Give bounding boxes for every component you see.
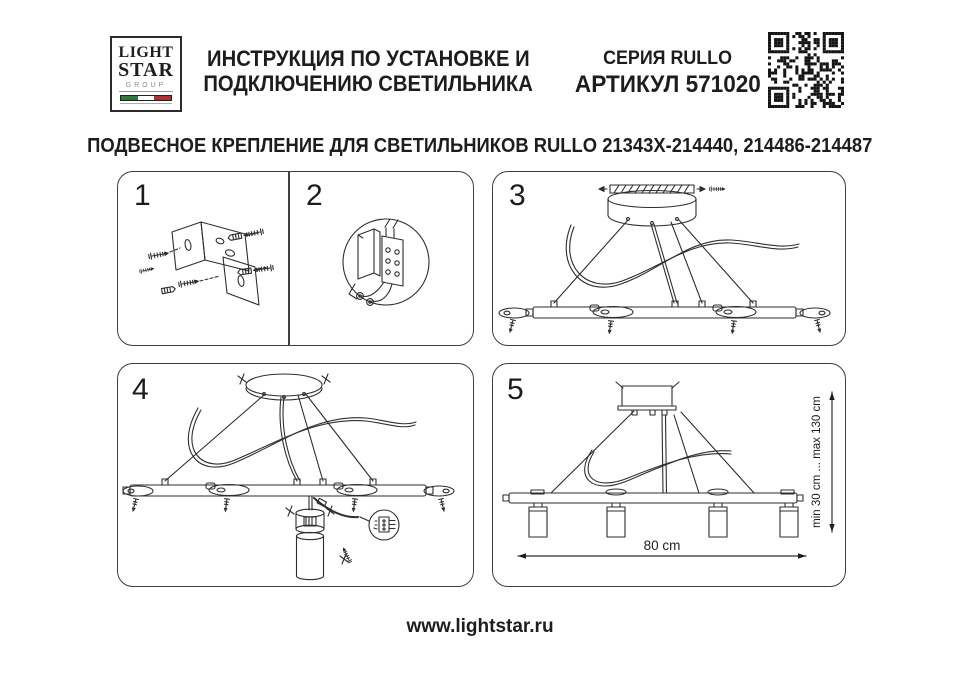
subtitle: ПОДВЕСНОЕ КРЕПЛЕНИЕ ДЛЯ СВЕТИЛЬНИКОВ RULLO 21343X-214440, 214486-214487 xyxy=(87,135,873,157)
logo-word-star: STAR xyxy=(118,59,174,81)
page-title-line2: ПОДКЛЮЧЕНИЮ СВЕТИЛЬНИКА xyxy=(203,71,533,96)
step-panel-1-2 xyxy=(117,171,474,346)
step-panel-5 xyxy=(492,363,846,587)
step-panel-4 xyxy=(117,363,474,587)
step-number-4: 4 xyxy=(132,373,149,406)
height-range-label: min 30 cm ... max 130 cm xyxy=(811,396,823,528)
logo-word-light: LIGHT xyxy=(118,44,174,61)
logo-word-group: GROUP xyxy=(119,82,173,92)
article-label: АРТИКУЛ 571020 xyxy=(574,71,761,98)
step4-drawing xyxy=(118,364,475,588)
width-dimension-label: 80 cm xyxy=(643,538,681,553)
series-label: СЕРИЯ RULLO xyxy=(603,48,732,69)
lightstar-logo xyxy=(110,36,182,112)
logo-underline xyxy=(120,103,172,104)
step-number-3: 3 xyxy=(509,179,526,212)
step5-drawing xyxy=(493,364,847,588)
step1-step2-drawing xyxy=(118,172,475,347)
step-panel-3 xyxy=(492,171,846,346)
page-title xyxy=(188,46,548,96)
series-article-block xyxy=(550,49,785,98)
page-title-line1: ИНСТРУКЦИЯ ПО УСТАНОВКЕ И xyxy=(206,46,530,71)
step-number-1: 1 xyxy=(134,179,151,212)
website-url: www.lightstar.ru xyxy=(406,616,554,637)
step3-drawing xyxy=(493,172,847,347)
qr-code xyxy=(768,32,844,108)
step-number-2: 2 xyxy=(306,179,323,212)
step-number-5: 5 xyxy=(507,373,524,406)
italian-flag-icon xyxy=(120,95,172,101)
